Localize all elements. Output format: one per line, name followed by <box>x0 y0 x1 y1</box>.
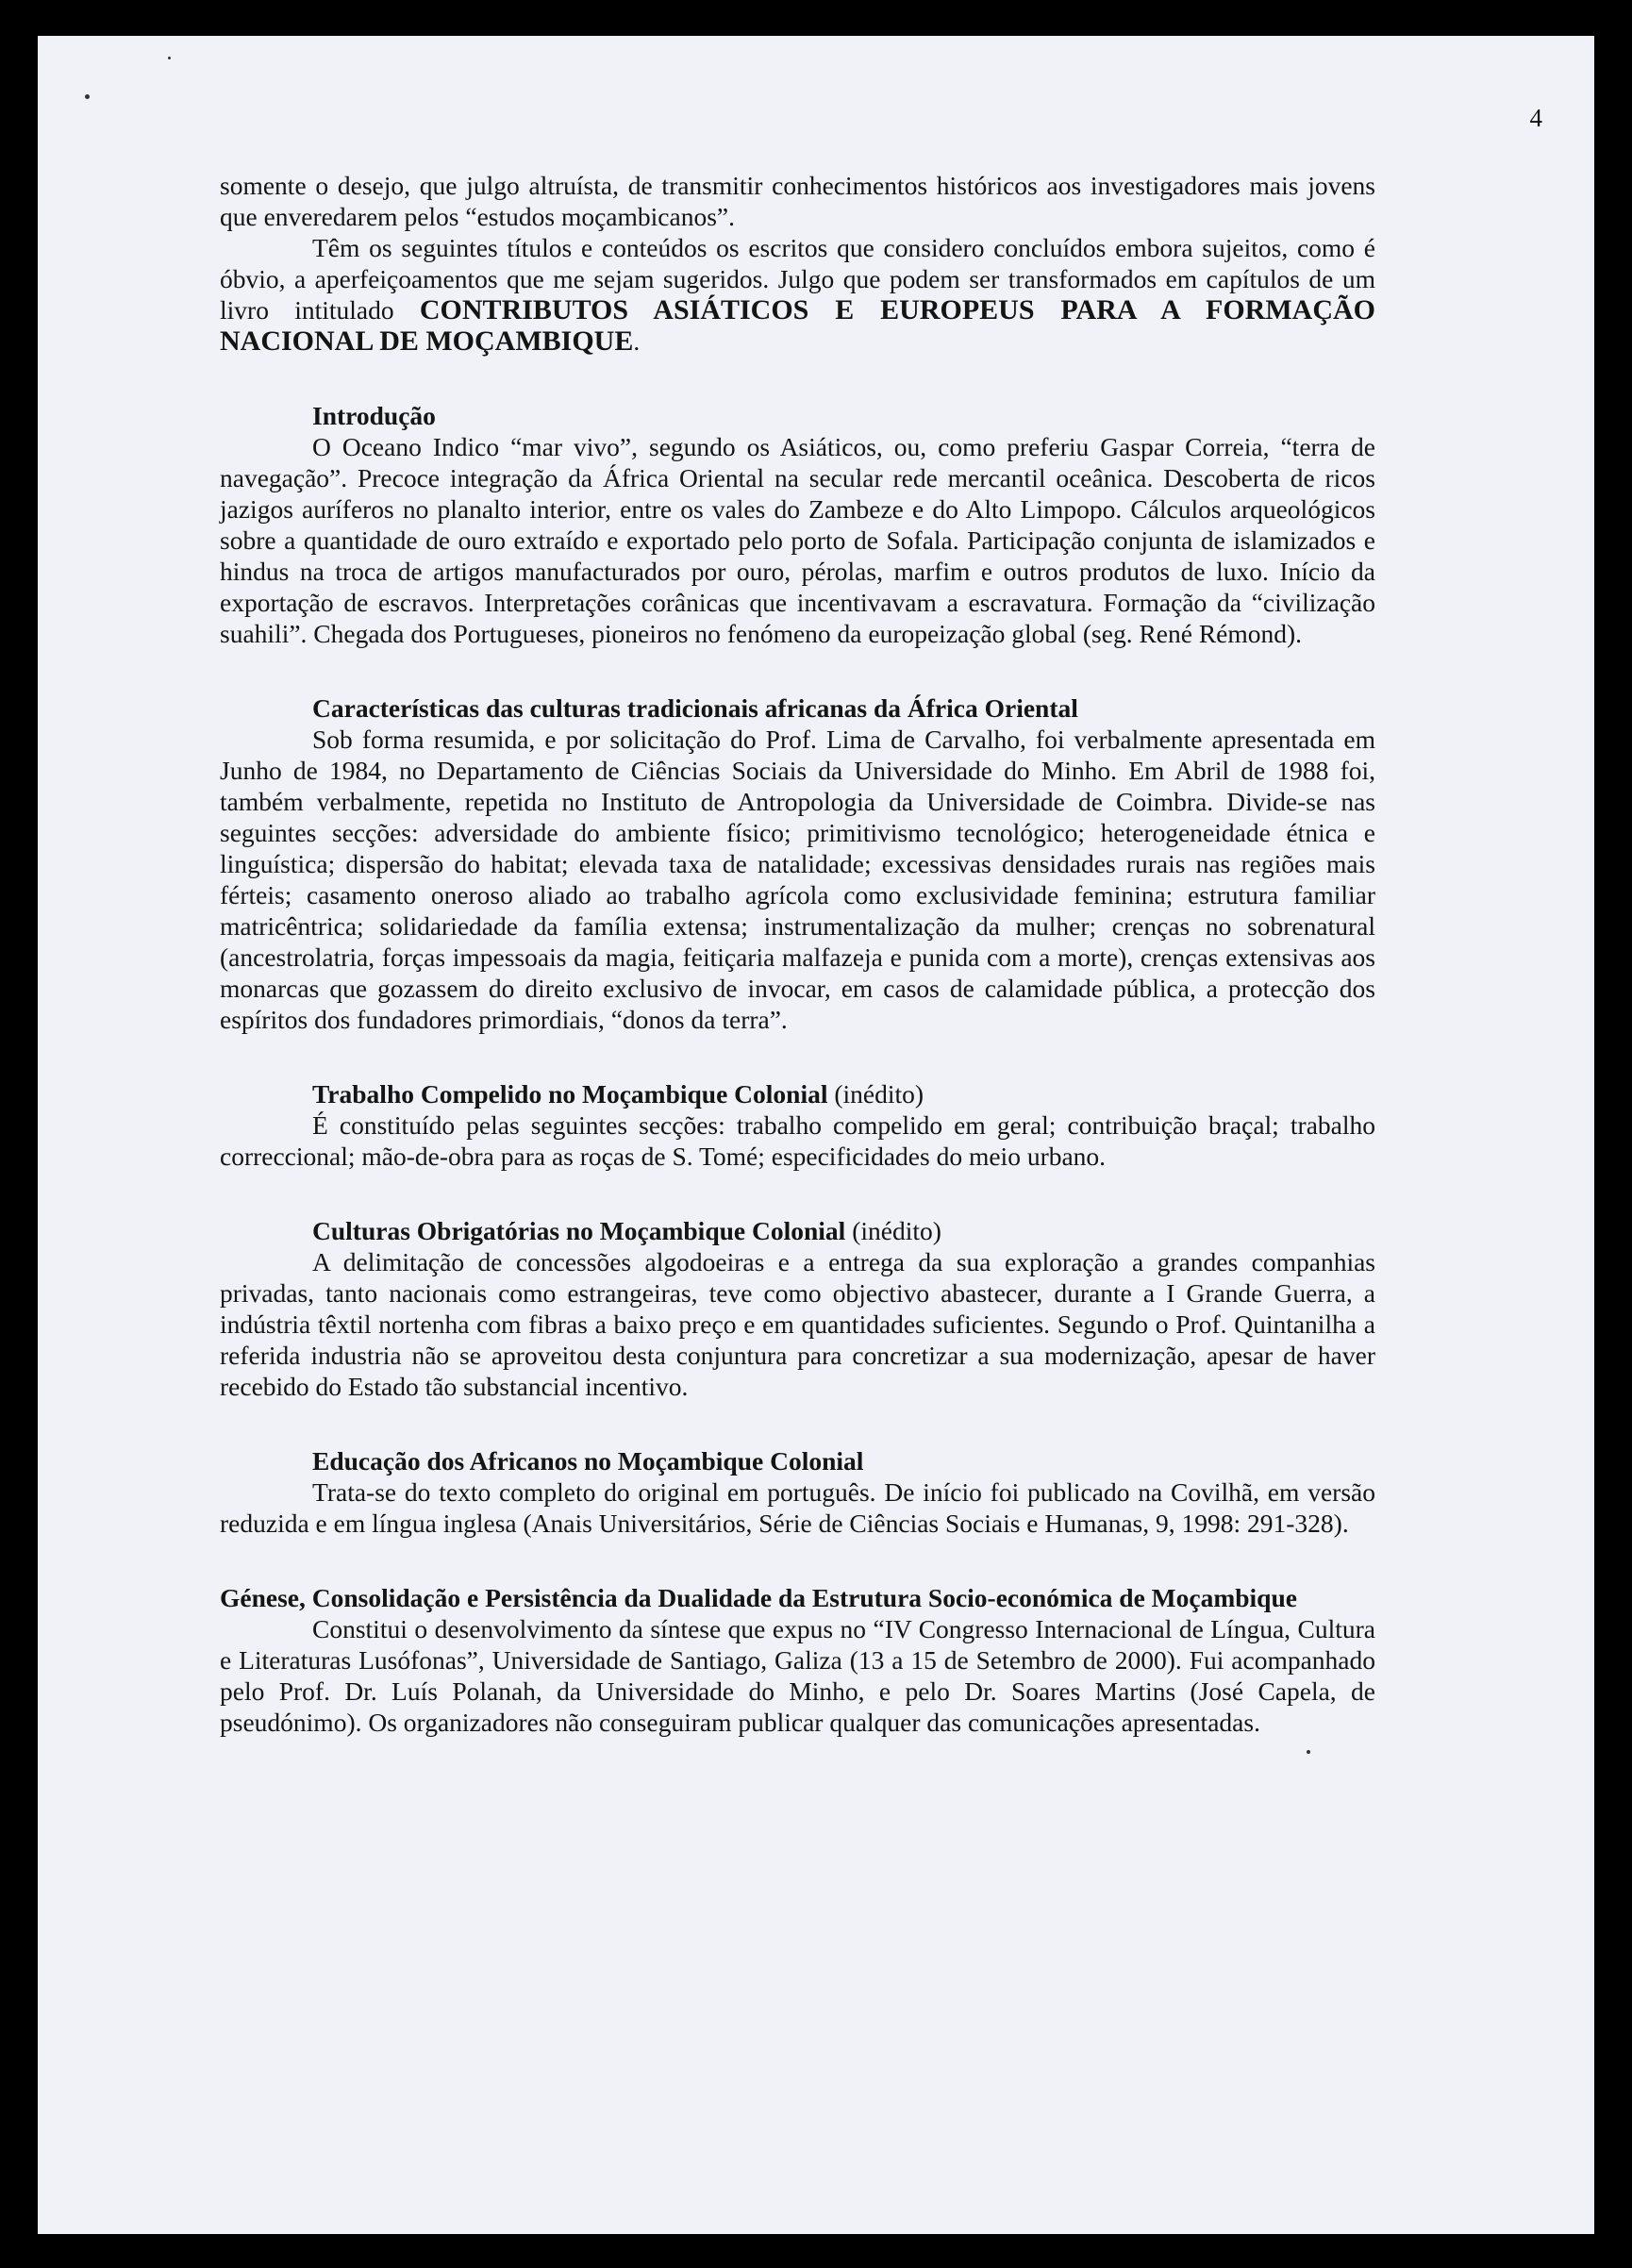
page-number: 4 <box>1529 104 1542 132</box>
section-heading <box>220 1582 1375 1613</box>
section-trabalho-compelido <box>220 1078 1375 1172</box>
section-heading-text: Educação dos Africanos no Moçambique Colonial <box>312 1446 864 1476</box>
document-body <box>220 170 1375 1738</box>
section-educacao <box>220 1445 1375 1539</box>
section-caracteristicas <box>220 692 1375 1035</box>
book-title: CONTRIBUTOS ASIÁTICOS E EUROPEUS PARA A FORMAÇÃO NACIONAL DE MOÇAMBIQUE <box>220 294 1375 357</box>
section-heading <box>220 692 1375 724</box>
section-heading <box>220 1445 1375 1476</box>
paper-speck <box>1307 1750 1310 1754</box>
section-heading <box>220 1215 1375 1246</box>
section-introducao <box>220 400 1375 649</box>
intro-paragraph-book <box>220 232 1375 357</box>
section-heading-text: Características das culturas tradicionais africanas da África Oriental <box>312 693 1078 723</box>
paper-speck <box>85 94 90 99</box>
section-heading-text: Introdução <box>312 401 436 430</box>
section-heading-note: (inédito) <box>827 1079 924 1109</box>
section-heading-text: Culturas Obrigatórias no Moçambique Colonial <box>312 1216 846 1245</box>
section-culturas-obrigatorias <box>220 1215 1375 1402</box>
intro-paragraph: somente o desejo, que julgo altruísta, de transmitir conhecimentos históricos aos investigadores mais jovens que enveredarem pelos “estudos moçambicanos”. <box>220 171 1375 231</box>
section-heading-text: Trabalho Compelido no Moçambique Colonial <box>312 1079 828 1109</box>
section-body: A delimitação de concessões algodoeiras e a entrega da sua exploração a grandes companhias privadas, tanto nacionais como estrangeiras, teve como objectivo abastecer, durante a I Grande Guerra, a indústria têxtil nortenha com fibras a baixo preço e em quantidades suficientes. Segundo o Prof. Quintanilha a referida industria não se aproveitou desta conjuntura para concretizar a sua modernização, apesar de haver recebido do Estado tão substancial incentivo. <box>220 1247 1375 1401</box>
section-heading <box>220 400 1375 431</box>
intro-text: Têm os seguintes títulos e conteúdos os escritos que considero concluídos embora sujeitos, como é óbvio, a aperfeiçoamentos que me sejam sugeridos. Julgo que podem ser transformados em capítulos de um livro intitulado <box>220 233 1375 325</box>
section-heading-note: (inédito) <box>845 1216 941 1245</box>
section-heading-text: Génese, Consolidação e Persistência da Dualidade da Estrutura Socio-económica de Moçambique <box>220 1583 1297 1612</box>
section-body: É constituído pelas seguintes secções: trabalho compelido em geral; contribuição braçal; trabalho correccional; mão-de-obra para as roças de S. Tomé; especificidades do meio urbano. <box>220 1110 1375 1171</box>
section-body: Trata-se do texto completo do original em português. De início foi publicado na Covilhã, em versão reduzida e em língua inglesa (Anais Universitários, Série de Ciências Sociais e Humanas, 9, 1998: 291-328). <box>220 1477 1375 1538</box>
section-genese <box>220 1582 1375 1738</box>
intro-text-end: . <box>633 326 641 356</box>
section-body: Sob forma resumida, e por solicitação do Prof. Lima de Carvalho, foi verbalmente apresentada em Junho de 1984, no Departamento de Ciências Sociais da Universidade do Minho. Em Abril de 1988 foi, também verbalmente, repetida no Instituto de Antropologia da Universidade de Coimbra. Divide-se nas seguintes secções: adversidade do ambiente físico; primitivismo tecnológico; heterogeneidade étnica e linguística; dispersão do habitat; elevada taxa de natalidade; excessivas densidades rurais nas regiões mais férteis; casamento oneroso aliado ao trabalho agrícola como exclusividade feminina; estrutura familiar matricêntrica; solidariedade da família extensa; instrumentalização da mulher; crenças no sobrenatural (ancestrolatria, forças impessoais da magia, feitiçaria malfazeja e punida com a morte), crenças extensivas aos monarcas que gozassem do direito exclusivo de invocar, em casos de calamidade pública, a protecção dos espíritos dos fundadores primordiais, “donos da terra”. <box>220 725 1375 1034</box>
section-heading <box>220 1078 1375 1109</box>
section-body: Constitui o desenvolvimento da síntese que expus no “IV Congresso Internacional de Língua, Cultura e Literaturas Lusófonas”, Universidade de Santiago, Galiza (13 a 15 de Setembro de 2000). Fui acompanhado pelo Prof. Dr. Luís Polanah, da Universidade do Minho, e pelo Dr. Soares Martins (José Capela, de pseudónimo). Os organizadores não conseguiram publicar qualquer das comunicações apresentadas. <box>220 1614 1375 1737</box>
paper-speck <box>168 57 171 59</box>
section-body: O Oceano Indico “mar vivo”, segundo os Asiáticos, ou, como preferiu Gaspar Correia, “terra de navegação”. Precoce integração da África Oriental na secular rede mercantil oceânica. Descoberta de ricos jazigos auríferos no planalto interior, entre os vales do Zambeze e do Alto Limpopo. Cálculos arqueológicos sobre a quantidade de ouro extraído e exportado pelo porto de Sofala. Participação conjunta de islamizados e hindus na troca de artigos manufacturados por ouro, pérolas, marfim e outros produtos de luxo. Início da exportação de escravos. Interpretações corânicas que incentivavam a escravatura. Formação da “civilização suahili”. Chegada dos Portugueses, pioneiros no fenómeno da europeização global (seg. René Rémond). <box>220 432 1375 648</box>
